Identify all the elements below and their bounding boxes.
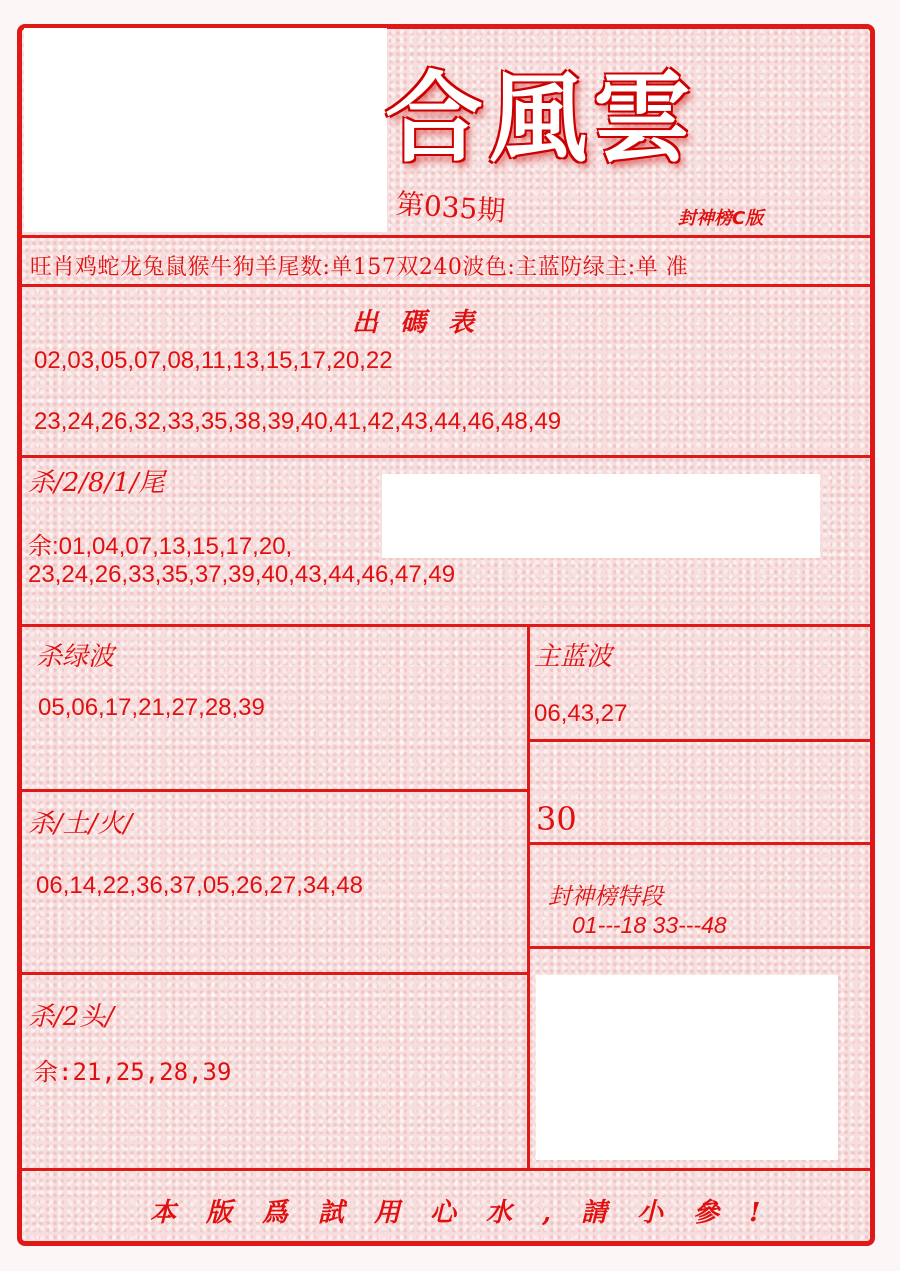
single-number: 30 (536, 800, 577, 838)
info-line: 旺肖鸡蛇龙兔鼠猴牛狗羊尾数:单157双240波色:主蓝防绿主:单 准 (30, 255, 689, 280)
logo-placeholder (24, 28, 387, 232)
code-table-row-2: 23,24,26,32,33,35,38,39,40,41,42,43,44,46,48,49 (34, 408, 562, 435)
tail-kill-remain-1: 余:01,04,07,13,15,17,20, (28, 533, 293, 560)
page-title: 合風雲 (385, 61, 698, 176)
footer-note: 本版爲試用心水,請小參! (150, 1198, 791, 1228)
issue-number: 第035期 (394, 187, 507, 228)
blank-panel-bottom (536, 975, 838, 1160)
green-kill-label: 杀绿波 (36, 642, 115, 672)
divider-code-table (20, 455, 870, 458)
tail-kill-remain-2: 23,24,26,33,35,37,39,40,43,44,46,47,49 (28, 561, 456, 588)
blue-main-label: 主蓝波 (534, 642, 613, 672)
green-kill-numbers: 05,06,17,21,27,28,39 (38, 694, 265, 721)
blue-main-numbers: 06,43,27 (534, 700, 628, 727)
earth-fire-kill-numbers: 06,14,22,36,37,05,26,27,34,48 (36, 872, 363, 899)
special-section-range: 01---18 33---48 (572, 912, 727, 938)
divider-info (20, 284, 870, 287)
earth-fire-kill-label: 杀/土/火/ (28, 809, 133, 839)
code-table-title: 出碼表 (352, 308, 497, 338)
blank-panel-top (382, 474, 820, 558)
tail-kill-label: 杀/2/8/1/尾 (28, 468, 165, 498)
divider-right-1 (527, 739, 870, 742)
divider-left-1 (20, 789, 530, 792)
divider-right-2 (527, 842, 870, 845)
divider-tail-kill (20, 624, 870, 627)
edition-label: 封神榜C版 (678, 208, 764, 229)
divider-header (20, 235, 870, 238)
head-kill-label: 杀/2头/ (28, 1002, 115, 1032)
divider-right-3 (527, 946, 870, 949)
code-table-row-1: 02,03,05,07,08,11,13,15,17,20,22 (34, 347, 393, 374)
special-section-label: 封神榜特段 (548, 884, 663, 910)
divider-footer (20, 1168, 870, 1171)
divider-left-2 (20, 972, 530, 975)
head-kill-remain: 余:21,25,28,39 (34, 1058, 232, 1086)
divider-vertical (527, 624, 530, 1170)
